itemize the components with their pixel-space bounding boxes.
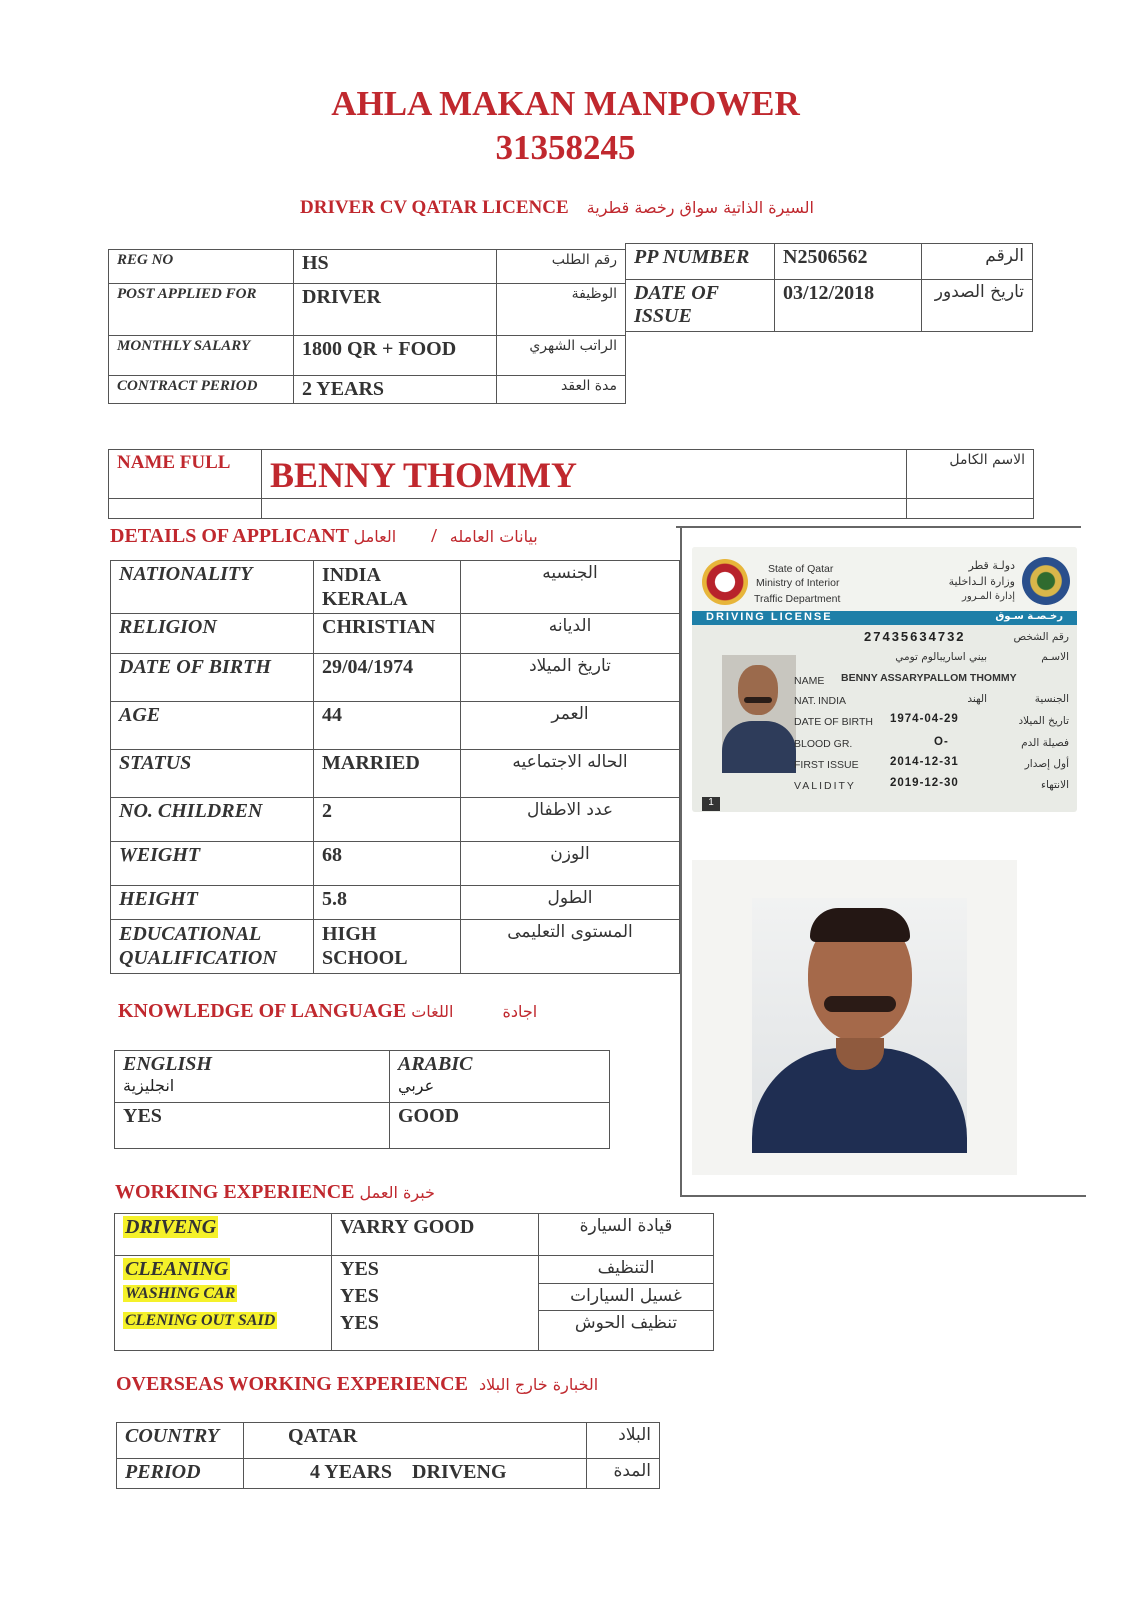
license-band-ar: رخـصـة سـوق [995,611,1063,622]
license-ministry: Ministry of Interior [756,577,840,589]
language-title-ar2: اجادة [502,1002,538,1021]
english-label: ENGLISH [123,1053,212,1075]
arabic-label: ARABIC [398,1053,473,1075]
period-ar: المدة [587,1459,660,1489]
arabic-ar: عربي [398,1076,435,1095]
document-subtitle [300,197,814,219]
post-ar: الوظيفة [497,284,626,336]
washing-value: YES [332,1283,539,1310]
table-row [115,1310,714,1350]
language-title-ar: اللغات [411,1002,454,1021]
arabic-cell [390,1051,610,1103]
frame-top [676,526,1081,528]
pp-number-label: PP NUMBER [626,244,775,280]
details-title [110,525,538,548]
license-validity-ar: الانتهاء [1041,779,1069,791]
experience-title-ar: خبرة العمل [359,1183,435,1202]
period-value: 4 YEARS DRIVENG [244,1459,587,1489]
status-value: MARRIED [314,750,461,798]
salary-label: MONTHLY SALARY [109,336,294,376]
driving-ar: قيادة السيارة [539,1214,714,1256]
name-label: NAME FULL [109,450,262,499]
issue-date-ar: تاريخ الصدور [922,280,1033,332]
full-name: BENNY THOMMY [262,450,907,499]
religion-label: RELIGION [111,614,314,654]
overseas-title [116,1373,598,1396]
height-value: 5.8 [314,886,461,920]
weight-value: 68 [314,842,461,886]
reg-no-value: HS [294,250,497,284]
post-value: DRIVER [294,284,497,336]
license-id-ar: رقم الشخص [1013,631,1069,643]
english-value: YES [115,1103,390,1149]
height-label: HEIGHT [111,886,314,920]
washing-ar: غسيل السيارات [539,1283,714,1310]
license-dob-ar: تاريخ الميلاد [1018,715,1069,727]
education-label: EDUCATIONAL QUALIFICATION [111,920,314,974]
license-nat-ar: الهند [967,693,987,705]
table-row [115,1051,610,1103]
children-value: 2 [314,798,461,842]
cleaning-outside-label: CLENING OUT SAID [125,1312,276,1329]
cleaning-outside-ar: تنظيف الحوش [539,1310,714,1350]
table-row [111,702,680,750]
driving-value: VARRY GOOD [332,1214,539,1256]
license-blood-label: BLOOD GR. [794,738,853,750]
country-label: COUNTRY [117,1423,244,1459]
name-table [108,449,1034,519]
license-first-issue-label: FIRST ISSUE [794,759,859,771]
religion-ar: الديانه [461,614,680,654]
dob-value: 29/04/1974 [314,654,461,702]
language-title-en: KNOWLEDGE OF LANGUAGE [118,1000,407,1022]
reg-no-ar: رقم الطلب [497,250,626,284]
table-row [111,614,680,654]
ministry-seal-icon [1022,557,1070,605]
license-name-label: NAME [794,675,825,687]
experience-table [114,1213,714,1351]
name-ar: الاسم الكامل [907,450,1034,499]
table-row [109,284,626,336]
license-name-ar: بيني اساريبالوم تومي [895,651,987,663]
license-validity-value: 2019-12-30 [890,777,959,789]
table-row [117,1423,660,1459]
table-row [111,798,680,842]
details-title-ar2: بيانات العامله [449,527,538,546]
education-ar: المستوى التعليمى [461,920,680,974]
contract-ar: مدة العقد [497,376,626,404]
license-dob-value: 1974-04-29 [890,713,959,725]
license-blood-value: O- [934,736,949,748]
table-row [117,1459,660,1489]
table-row [109,250,626,284]
table-row [109,499,1034,519]
salary-value: 1800 QR + FOOD [294,336,497,376]
application-table [108,249,626,404]
table-row [111,920,680,974]
post-label: POST APPLIED FOR [109,284,294,336]
cleaning-outside-value: YES [332,1310,539,1350]
contract-label: CONTRACT PERIOD [109,376,294,404]
table-row [111,750,680,798]
license-ministry-ar: وزارة الـداخلية [948,575,1015,588]
cleaning-label: CLEANING [125,1258,229,1280]
table-row [111,654,680,702]
license-band-en: DRIVING LICENSE [706,611,833,623]
table-row [626,280,1033,332]
table-row [111,886,680,920]
dob-ar: تاريخ الميلاد [461,654,680,702]
children-ar: عدد الاطفال [461,798,680,842]
qatar-emblem-icon [702,559,748,605]
table-row [111,561,680,614]
dob-label: DATE OF BIRTH [111,654,314,702]
period-label: PERIOD [117,1459,244,1489]
license-header [692,547,1077,611]
table-row [626,244,1033,280]
contract-value: 2 YEARS [294,376,497,404]
table-row [115,1103,610,1149]
education-value: HIGH SCHOOL [314,920,461,974]
details-title-en: DETAILS OF APPLICANT [110,525,349,547]
driving-label: DRIVENG [125,1216,217,1238]
license-id-number: 27435634732 [864,629,966,644]
pp-number-ar: الرقم [922,244,1033,280]
driving-license-card [692,547,1077,812]
license-first-issue-value: 2014-12-31 [890,756,959,768]
english-ar: انجليزية [123,1076,175,1095]
passport-table [625,243,1033,332]
table-row [115,1283,714,1310]
table-row [109,450,1034,499]
frame-bottom [680,1195,1086,1197]
details-title-sep: / [431,525,437,547]
applicant-photo [752,898,967,1153]
overseas-table [116,1422,660,1489]
overseas-title-ar: الخبارة خارج البلاد [478,1375,599,1394]
country-value: QATAR [244,1423,587,1459]
nationality-value: INDIA KERALA [314,561,461,614]
weight-ar: الوزن [461,842,680,886]
company-phone: 31358245 [495,128,636,167]
table-row [115,1256,714,1284]
company-name: AHLA MAKAN MANPOWER [331,84,800,123]
english-cell [115,1051,390,1103]
overseas-title-en: OVERSEAS WORKING EXPERIENCE [116,1373,468,1395]
license-blood-ar: فصيلة الدم [1021,737,1069,749]
license-photo [722,655,796,773]
license-first-issue-ar: أول إصدار [1024,758,1069,770]
subtitle-ar: السيرة الذاتية سواق رخصة قطرية [586,198,814,217]
weight-label: WEIGHT [111,842,314,886]
language-title [118,1000,537,1023]
license-validity-label: VALIDITY [794,780,856,792]
issue-date-value: 03/12/2018 [775,280,922,332]
frame-left [680,526,682,1196]
age-label: AGE [111,702,314,750]
license-state: State of Qatar [768,563,834,575]
reg-no-label: REG NO [109,250,294,284]
issue-date-label: DATE OF ISSUE [626,280,775,332]
nationality-label: NATIONALITY [111,561,314,614]
country-ar: البلاد [587,1423,660,1459]
age-ar: العمر [461,702,680,750]
table-row [111,842,680,886]
experience-title [115,1181,435,1204]
language-table [114,1050,610,1149]
license-page-number: 1 [702,797,720,811]
license-nat-value: INDIA [818,695,847,707]
children-label: NO. CHILDREN [111,798,314,842]
license-dept-ar: إدارة المـرور [962,591,1015,602]
status-ar: الحاله الاجتماعيه [461,750,680,798]
license-band [692,611,1077,625]
height-ar: الطول [461,886,680,920]
cleaning-value: YES [332,1256,539,1284]
license-dept: Traffic Department [754,593,841,605]
table-row [115,1214,714,1256]
details-title-ar1: العامل [353,527,397,546]
license-nat-label: NAT. [794,695,816,707]
table-row [109,376,626,404]
table-row [109,336,626,376]
religion-value: CHRISTIAN [314,614,461,654]
pp-number-value: N2506562 [775,244,922,280]
status-label: STATUS [111,750,314,798]
experience-title-en: WORKING EXPERIENCE [115,1181,355,1203]
salary-ar: الراتب الشهري [497,336,626,376]
license-nat-ar-label: الجنسية [1034,693,1069,705]
details-table [110,560,680,974]
washing-label: WASHING CAR [125,1285,236,1302]
cleaning-ar: التنظيف [539,1256,714,1284]
license-name-ar-label: الاسـم [1041,651,1069,663]
age-value: 44 [314,702,461,750]
license-name-value: BENNY ASSARYPALLOM THOMMY [841,672,1017,684]
license-state-ar: دولـة قطر [968,559,1015,572]
nationality-ar: الجنسيه [461,561,680,614]
subtitle-en: DRIVER CV QATAR LICENCE [300,197,569,218]
arabic-value: GOOD [390,1103,610,1149]
license-dob-label: DATE OF BIRTH [794,716,873,728]
